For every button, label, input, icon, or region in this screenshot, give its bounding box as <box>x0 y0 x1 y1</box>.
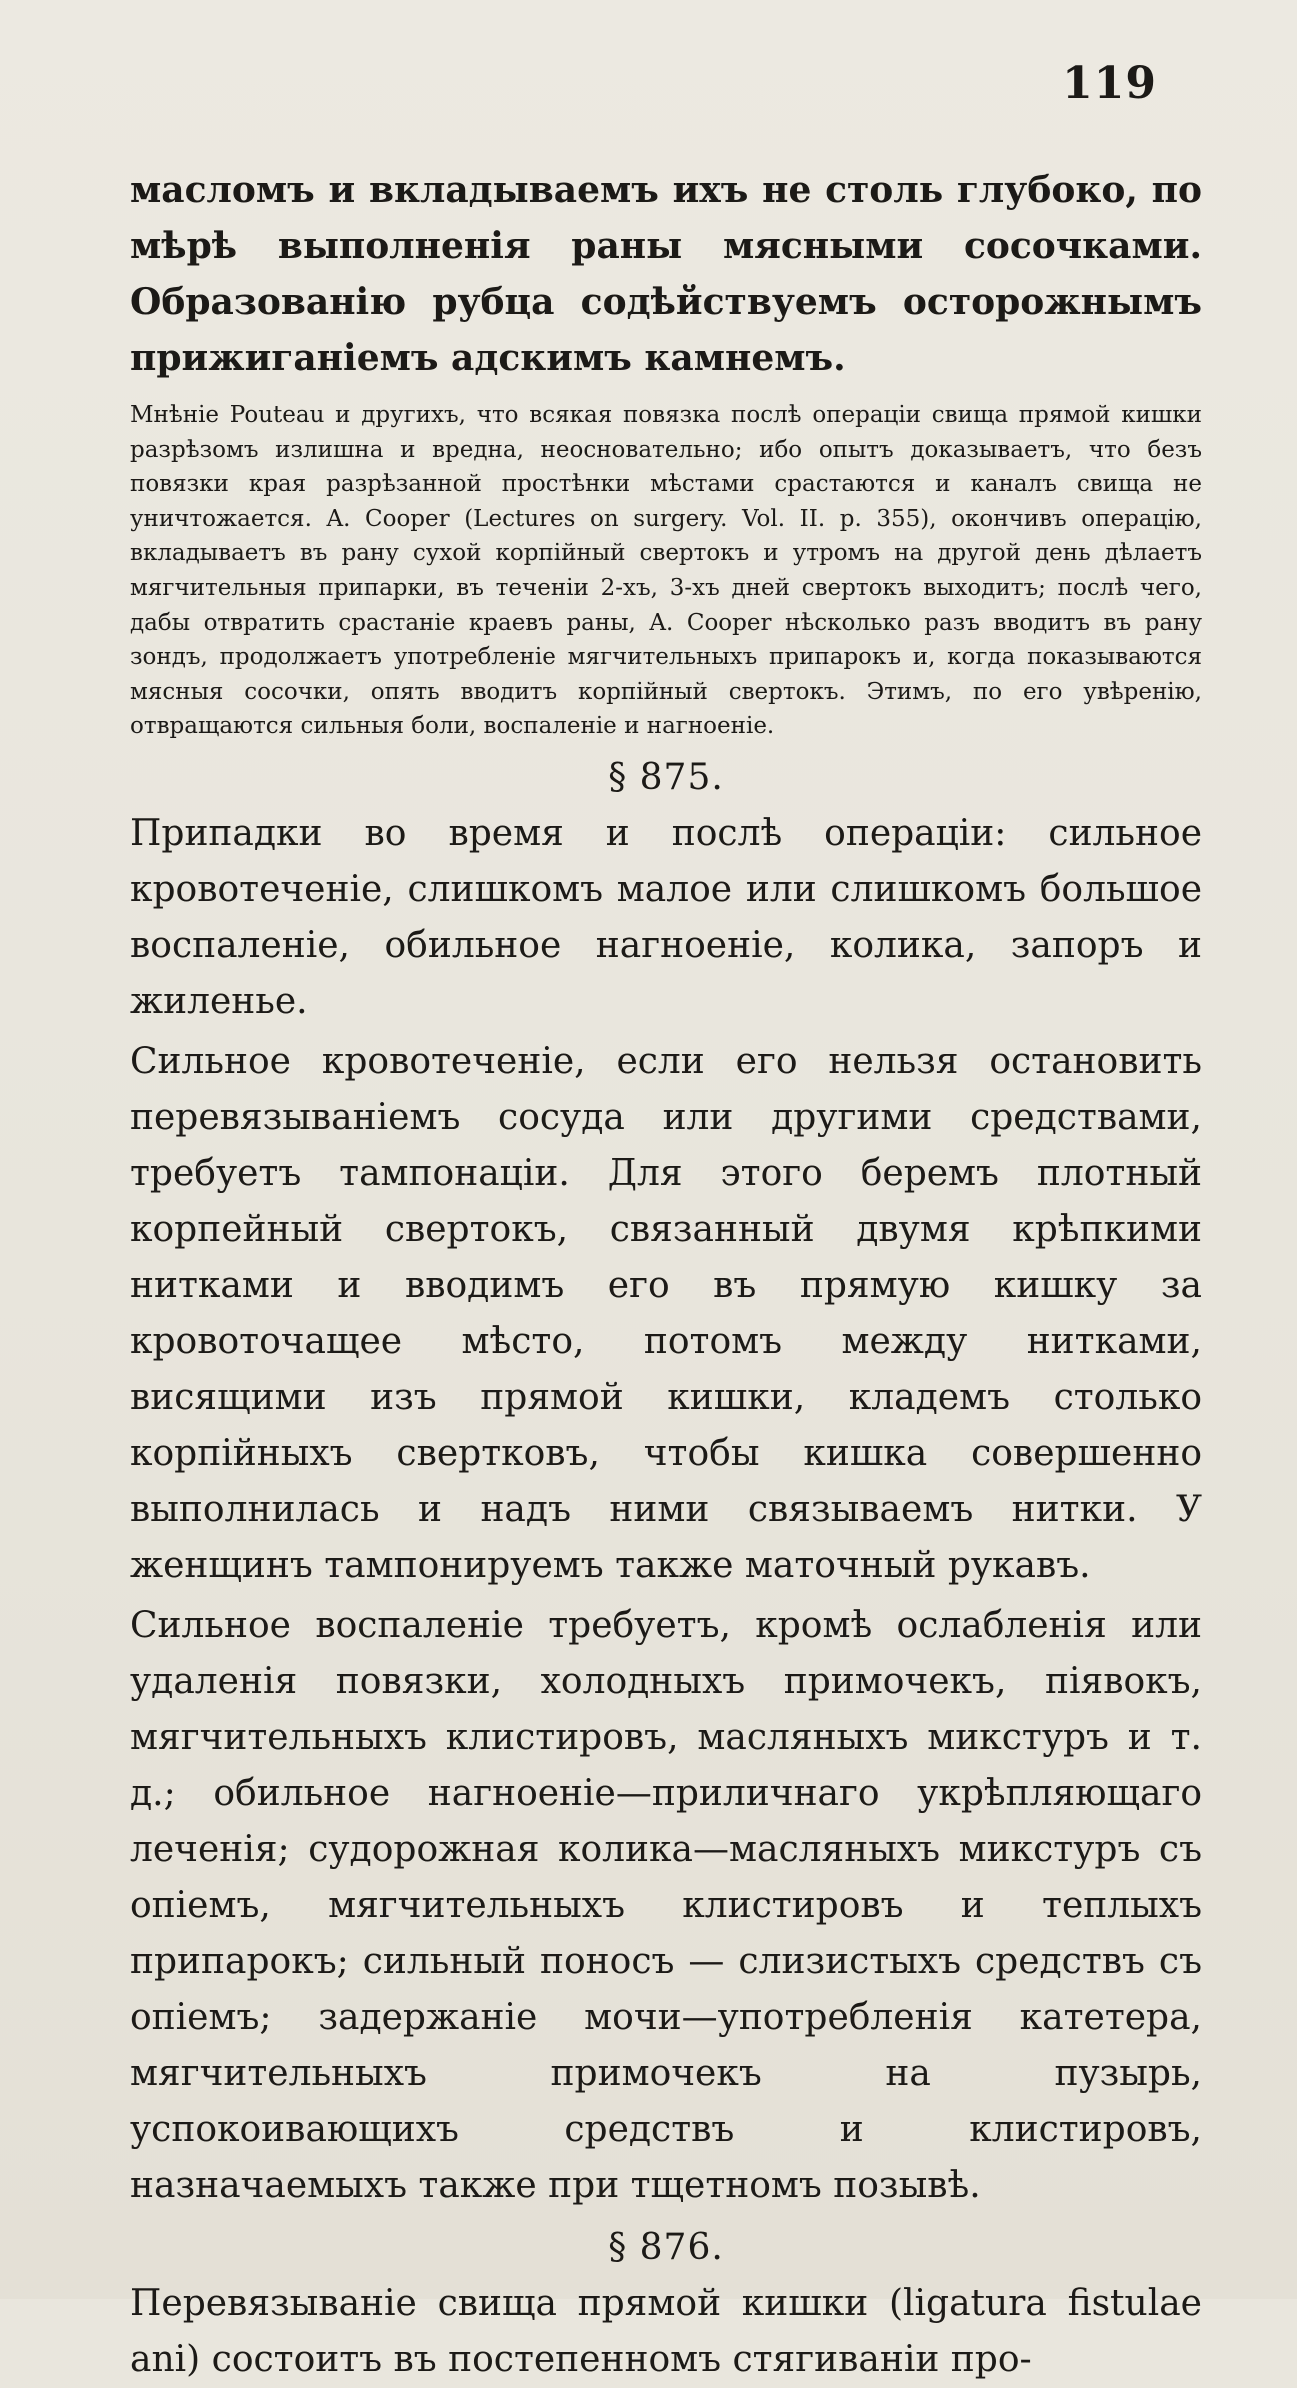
footnote-cooper-opinion: Мнѣніе Pouteau и другихъ, что всякая повязка послѣ операціи свища прямой кишки разрѣзомъ излишна и вредна, неосновательно; ибо опытъ доказываетъ, что безъ повязки края разрѣзанной простѣнки мѣстами срастаются и каналъ свища не уничтожается. A. Cooper (Lectures on surgery. Vol. II. p. 355), окончивъ операцію, вкладываетъ въ рану сухой корпійный свертокъ и утромъ на другой день дѣлаетъ мягчительныя припарки, въ теченіи 2-хъ, 3-хъ дней свертокъ выходитъ; послѣ чего, дабы отвратить срастаніе краевъ раны, A. Cooper нѣсколько разъ вводитъ въ рану зондъ, продолжаетъ употребленіе мягчительныхъ припарокъ и, когда показываются мясныя сосочки, опять вводитъ корпійный свертокъ. Этимъ, по его увѣренію, отвращаются сильныя боли, воспаленіе и нагноеніе. <box>130 402 1202 740</box>
section-heading-876: § 876. <box>608 2226 724 2268</box>
page-number: 119 <box>1062 58 1157 109</box>
page-body <box>130 162 1202 2388</box>
paragraph-ligature: Перевязываніе свища прямой кишки (ligatura fistulae ani) состоитъ въ постепенномъ стягиваніи про- <box>130 2282 1202 2380</box>
paragraph-wound-care: масломъ и вкладываемъ ихъ не столь глубоко, по мѣрѣ выполненія раны мясными сосочками. Образованію рубца содѣйствуемъ осторожнымъ прижиганіемъ адскимъ камнемъ. <box>130 169 1202 379</box>
paragraph-bleeding: Сильное кровотеченіе, если его нельзя остановить перевязываніемъ сосуда или другими средствами, требуетъ тампонаціи. Для этого беремъ плотный корпейный свертокъ, связанный двумя крѣпкими нитками и вводимъ его въ прямую кишку за кровоточащее мѣсто, потомъ между нитками, висящими изъ прямой кишки, кладемъ столько корпійныхъ свертковъ, чтобы кишка совершенно выполнилась и надъ ними связываемъ нитки. У женщинъ тампонируемъ также маточный рукавъ. <box>130 1040 1202 1586</box>
section-heading-875: § 875. <box>608 756 724 798</box>
paragraph-complications: Припадки во время и послѣ операціи: сильное кровотеченіе, слишкомъ малое или слишкомъ большое воспаленіе, обильное нагноеніе, колика, запоръ и жиленье. <box>130 812 1202 1022</box>
paragraph-inflammation: Сильное воспаленіе требуетъ, кромѣ ослабленія или удаленія повязки, холодныхъ примочекъ, піявокъ, мягчительныхъ клистировъ, масляныхъ микстуръ и т. д.; обильное нагноеніе—приличнаго укрѣпляющаго леченія; судорожная колика—масляныхъ микстуръ съ опіемъ, мягчительныхъ клистировъ и теплыхъ припарокъ; сильный поносъ — слизистыхъ средствъ съ опіемъ; задержаніе мочи—употребленія катетера, мягчительныхъ примочекъ на пузырь, успокоивающихъ средствъ и клистировъ, назначаемыхъ также при тщетномъ позывѣ. <box>130 1604 1202 2206</box>
